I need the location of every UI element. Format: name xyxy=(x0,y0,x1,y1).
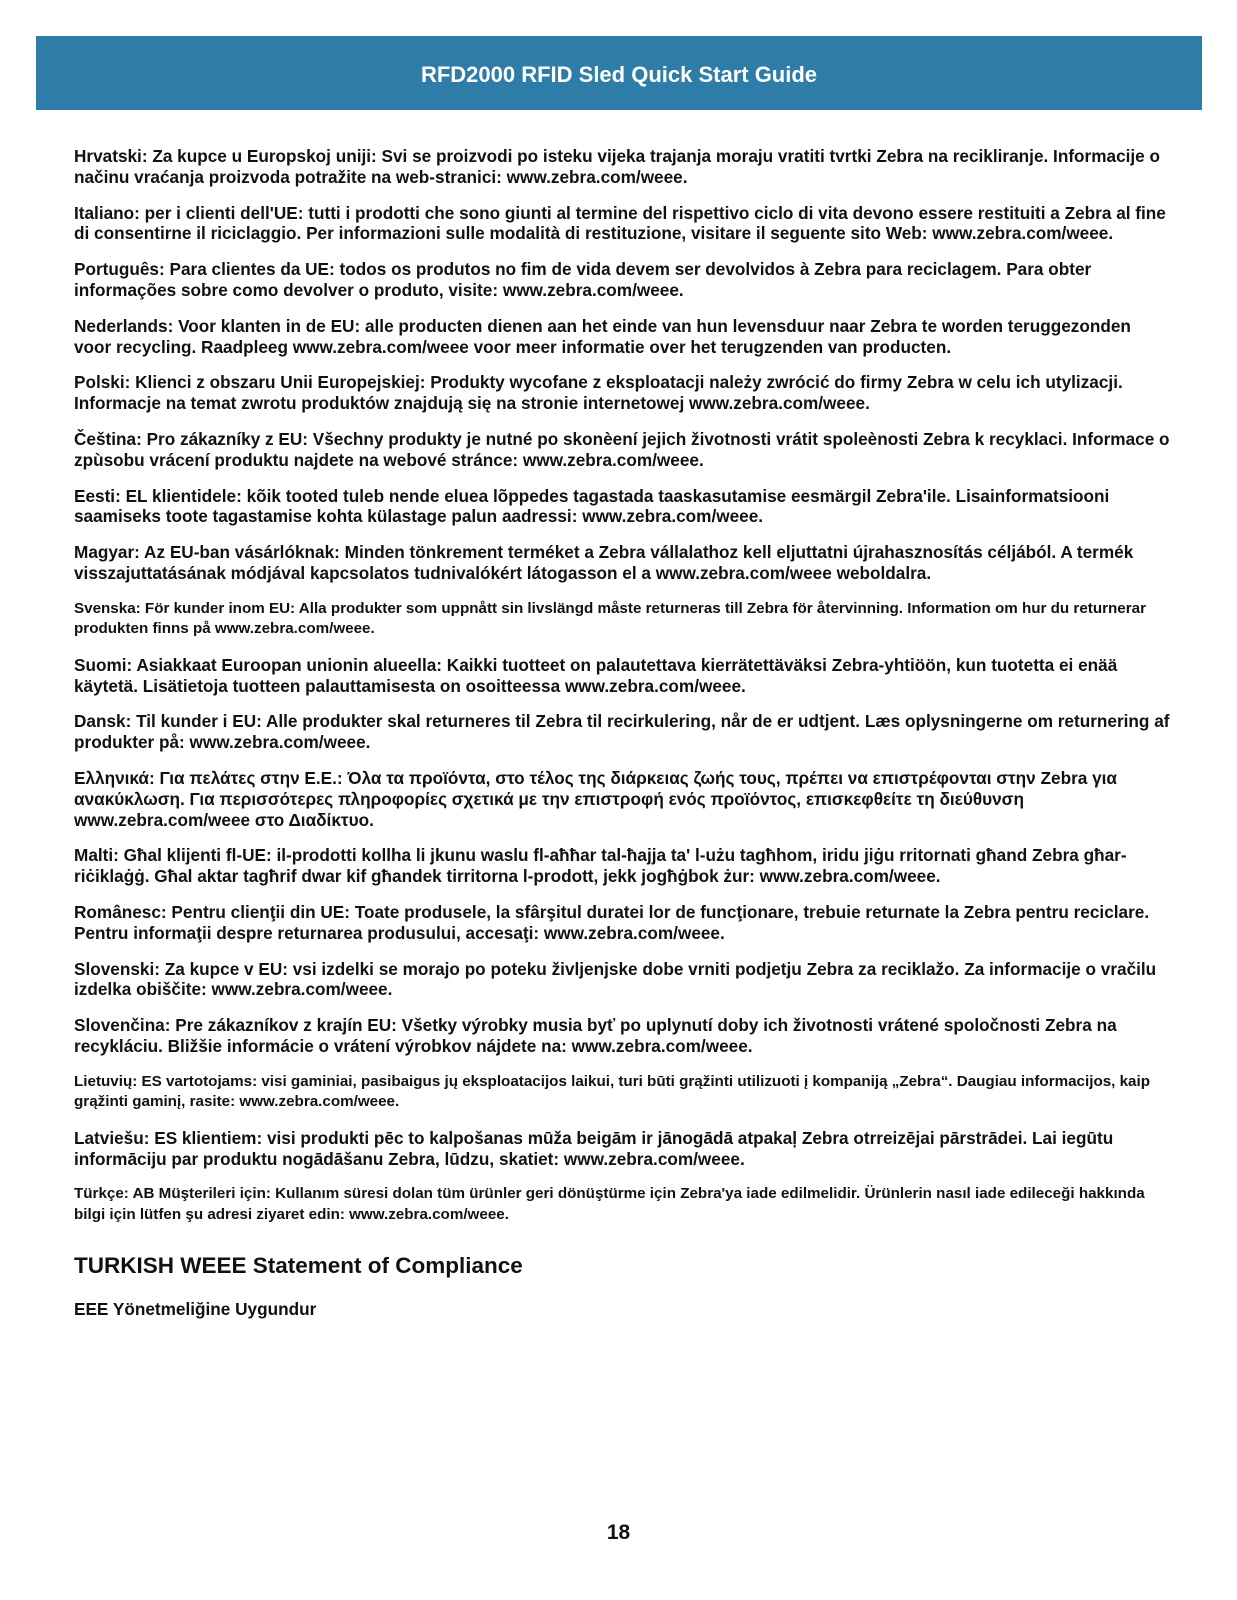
paragraph-portugues: Português: Para clientes da UE: todos os produtos no fim de vida devem ser devolvidos à Zebra para reciclagem. Para obter informações sobre como devolver o produto, visite: www.zebra.com/weee. xyxy=(74,259,1092,300)
paragraph-polski: Polski: Klienci z obszaru Unii Europejskiej: Produkty wycofane z eksploatacji należy zwrócić do firmy Zebra w celu ich utylizacji. Informacje na temat zwrotu produktów znajdują się na stronie internetowej www.zebra.com/weee. xyxy=(74,372,1123,414)
section-subheading: EEE Yönetmeliğine Uygundur xyxy=(74,1299,317,1320)
paragraph-slovencina: Slovenčina: Pre zákazníkov z krajín EU: Všetky výrobky musia byť po uplynutí doby ich životnosti vrátené spoločnosti Zebra na recykláciu. Bližšie informácie o vrátení výrobkov nájdete na: www.zebra.com/weee. xyxy=(74,1015,1117,1056)
page-number: 18 xyxy=(606,1521,631,1544)
paragraph-magyar: Magyar: Az EU-ban vásárlóknak: Minden tönkrement terméket a Zebra vállalathoz kell eljuttatni újrahasznosítás céljából. A termék visszajuttatásának módjával kapcsolatos tudnivalókért látogasson el a www.zebra.com/weee weboldalra. xyxy=(74,542,1134,583)
paragraph-italiano: Italiano: per i clienti dell'UE: tutti i prodotti che sono giunti al termine del rispettivo ciclo di vita devono essere restituiti a Zebra al fine di consentirne il riciclaggio. Per informazioni sulle modalità di restituzione, visitare il seguente sito Web: www.zebra.com/weee. xyxy=(74,202,1166,244)
section-heading: TURKISH WEEE Statement of Compliance xyxy=(74,1253,523,1279)
paragraph-hrvatski: Hrvatski: Za kupce u Europskoj uniji: Svi se proizvodi po isteku vijeka trajanja moraju vratiti tvrtki Zebra na recikliranje. Informacije o načinu vraćanja proizvoda potražite na web-stranici: www.zebra.com/weee. xyxy=(74,146,1161,187)
paragraph-romanesc: Românesc: Pentru clienţii din UE: Toate produsele, la sfârşitul duratei lor de funcţionare, trebuie returnate la Zebra pentru reciclare. Pentru informaţii despre returnarea produsului, accesaţi: www.zebra.com/weee. xyxy=(74,901,1150,943)
paragraph-dansk: Dansk: Til kunder i EU: Alle produkter skal returneres til Zebra til recirkulering, når de er udtjent. Læs oplysningerne om returnering af produkter på: www.zebra.com/weee. xyxy=(74,711,1170,753)
paragraph-svenska: Svenska: För kunder inom EU: Alla produkter som uppnått sin livslängd måste returneras till Zebra för återvinning. Information om hur du returnerar produkten finns på www.zebra.com/weee. xyxy=(74,599,1147,638)
header-banner xyxy=(36,36,1202,110)
paragraph-eesti: Eesti: EL klientidele: kõik tooted tuleb nende eluea lõppedes tagastada taaskasutamise eesmärgil Zebra'ile. Lisainformatsiooni saamiseks toote tagastamise kohta külastage palun aadressi: www.zebra.com/weee. xyxy=(74,485,1110,527)
page-content xyxy=(74,146,1170,1320)
paragraph-nederlands: Nederlands: Voor klanten in de EU: alle producten dienen aan het einde van hun levensduur naar Zebra te worden teruggezonden voor recycling. Raadpleeg www.zebra.com/weee voor meer informatie over het terugzenden van producten. xyxy=(74,315,1131,357)
paragraph-cestina: Čeština: Pro zákazníky z EU: Všechny produkty je nutné po skonèení jejich životnosti vrátit spoleènosti Zebra k recyklaci. Informace o zpùsobu vrácení produktu najdete na webové stránce: www.zebra.com/weee. xyxy=(74,428,1170,470)
paragraph-ellinika: Ελληνικά: Για πελάτες στην Ε.Ε.: Όλα τα προϊόντα, στο τέλος της διάρκειας ζωής τους, πρέπει να επιστρέφονται στην Zebra για ανακύκλωση. Για περισσότερες πληροφορίες σχετικά με την επιστροφή ενός προϊόντος, επισκεφθείτε τη διεύθυνση www.zebra.com/weee στο Διαδίκτυο. xyxy=(74,767,1117,830)
paragraph-lietuviu: Lietuvių: ES vartotojams: visi gaminiai, pasibaigus jų eksploatacijos laikui, turi būti grąžinti utilizuoti į kompaniją „Zebra“. Daugiau informacijos, kaip grąžinti gaminį, rasite: www.zebra.com/weee. xyxy=(74,1072,1150,1111)
paragraph-turkce: Türkçe: AB Müşterileri için: Kullanım süresi dolan tüm ürünler geri dönüştürme için Zebra'ya iade edilmelidir. Ürünlerin nasıl iade edileceği hakkında bilgi için lütfen şu adresi ziyaret edin: www.zebra.com/weee. xyxy=(74,1185,1145,1223)
paragraph-suomi: Suomi: Asiakkaat Euroopan unionin alueella: Kaikki tuotteet on palautettava kierrätettäväksi Zebra-yhtiöön, kun tuotetta ei enää käytetä. Lisätietoja tuotteen palauttamisesta on osoitteessa www.zebra.com/weee. xyxy=(74,654,1118,696)
paragraph-malti: Malti: Għal klijenti fl-UE: il-prodotti kollha li jkunu waslu fl-aħħar tal-ħajja ta' l-użu tagħhom, iridu jiġu rritornati għand Zebra għar-riċiklaġġ. Għal aktar tagħrif dwar kif għandek tirritorna l-prodott, jekk jogħġbok żur: www.zebra.com/weee. xyxy=(74,845,1127,887)
paragraph-latviesu: Latviešu: ES klientiem: visi produkti pēc to kalpošanas mūža beigām ir jānogādā atpakaļ Zebra otrreizējai pārstrādei. Lai iegūtu informāciju par produktu nogādāšanu Zebra, lūdzu, skatiet: www.zebra.com/weee. xyxy=(74,1127,1114,1169)
document-title: RFD2000 RFID Sled Quick Start Guide xyxy=(420,62,818,87)
paragraph-slovenski: Slovenski: Za kupce v EU: vsi izdelki se morajo po poteku življenjske dobe vrniti podjetju Zebra za reciklažo. Za informacije o vračilu izdelka obiščite: www.zebra.com/weee. xyxy=(74,958,1157,1000)
